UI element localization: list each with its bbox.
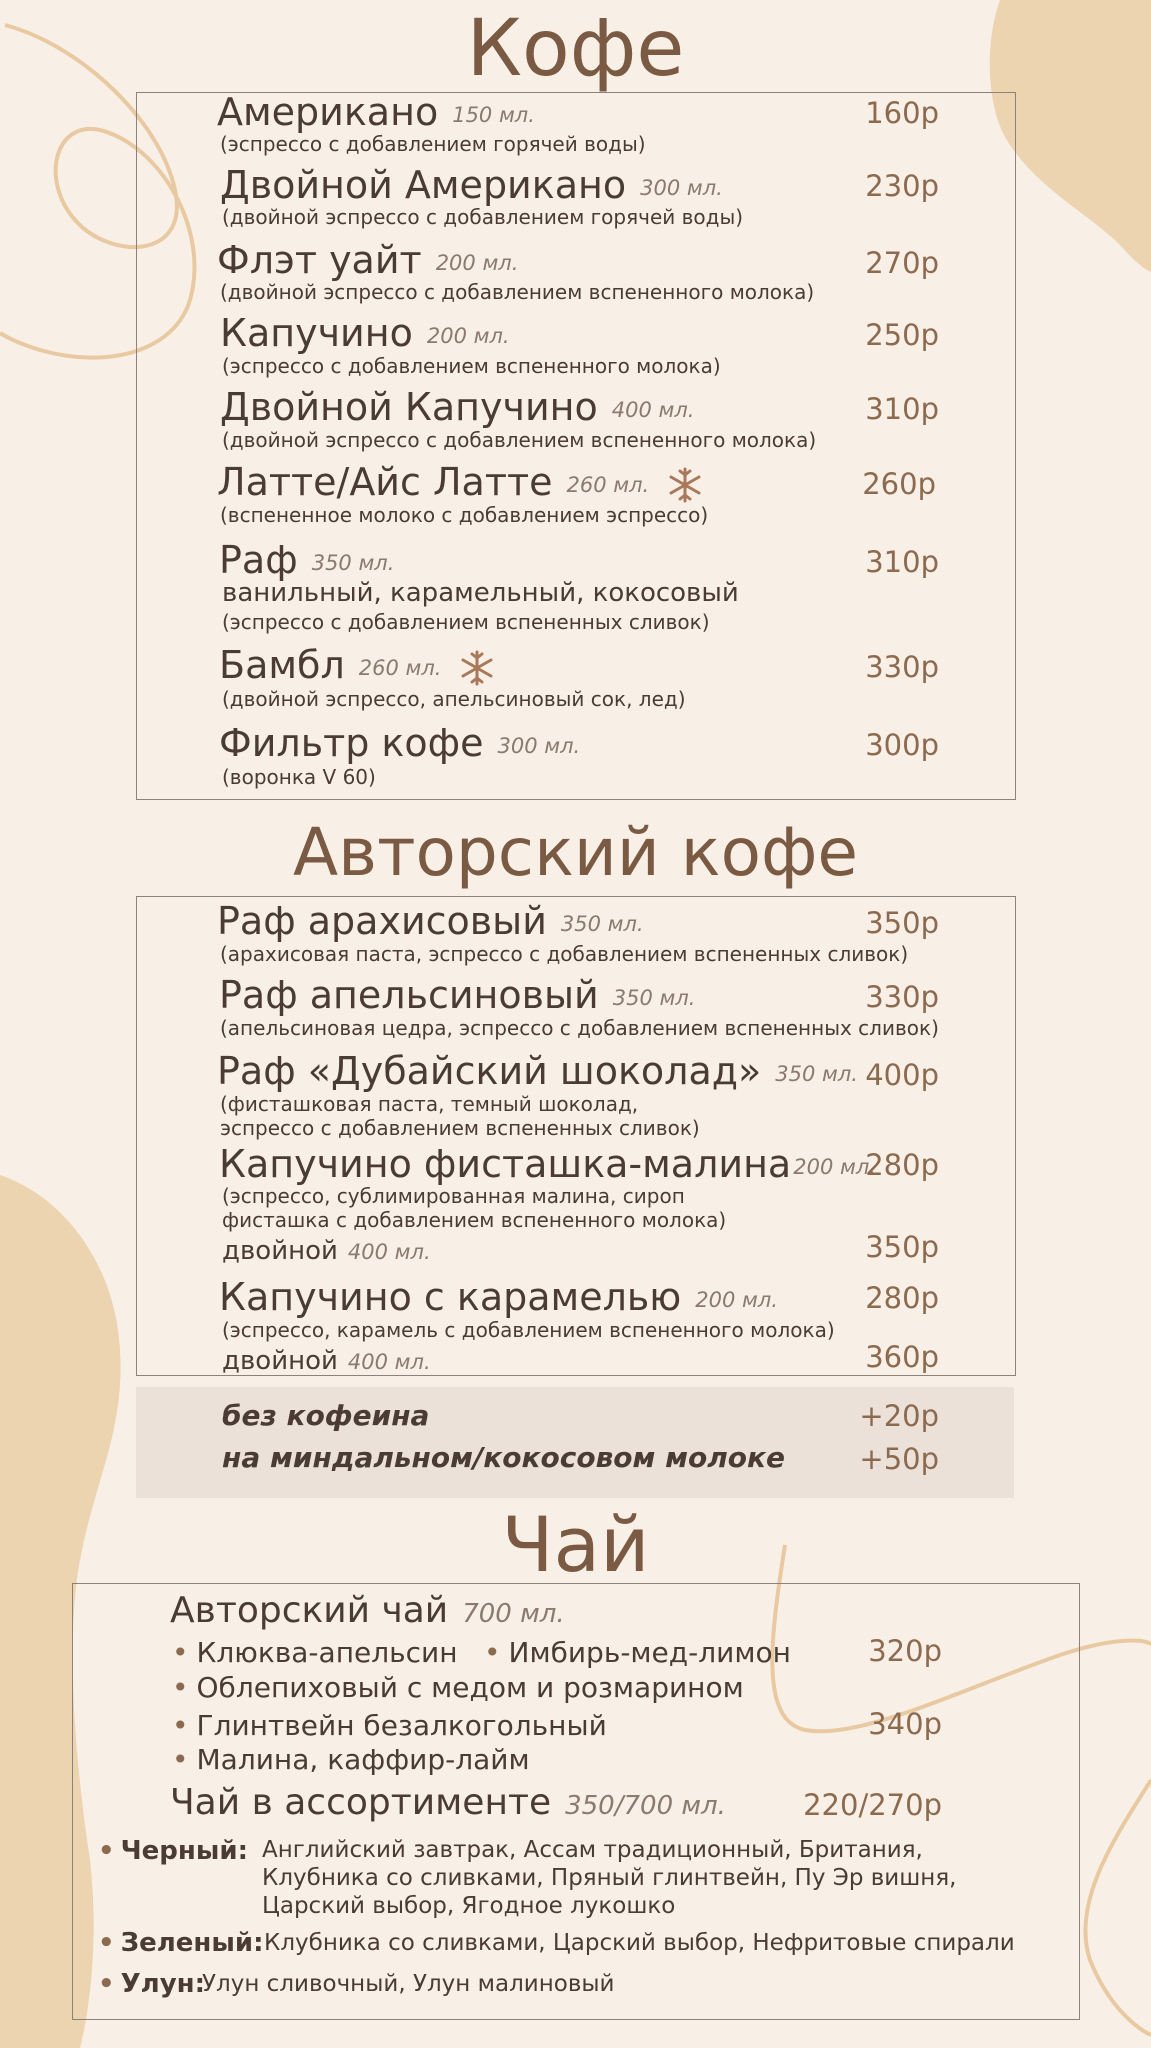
menu-item-double: двойной 400 мл. — [222, 1346, 431, 1376]
author-tea-title: Авторский чай 700 мл. — [170, 1590, 565, 1631]
tea-category-line: Клубника со сливками, Царский выбор, Нефритовые спирали — [264, 1930, 1015, 1956]
tea-price: 340р — [868, 1707, 942, 1741]
menu-item-price: 350р — [865, 906, 939, 940]
menu-item-desc: эспрессо с добавлением вспененных сливок) — [220, 1116, 700, 1140]
tea-list-item: • Облепиховый с медом и розмарином — [172, 1671, 744, 1704]
menu-item-desc: (эспрессо, карамель с добавлением вспененного молока) — [222, 1318, 835, 1342]
tea-category-line: Царский выбор, Ягодное лукошко — [262, 1893, 676, 1919]
coffee-section-title: Кофе — [466, 4, 685, 94]
menu-item-price: 250р — [865, 318, 939, 352]
menu-item-name: Американо 150 мл. — [217, 90, 535, 134]
menu-item-desc: (эспрессо с добавлением вспененных сливок) — [222, 610, 710, 634]
extra-option-label: без кофеина — [222, 1399, 430, 1432]
menu-item-price: 350р — [865, 1230, 939, 1264]
tea-category-line: Улун сливочный, Улун малиновый — [202, 1971, 615, 1997]
menu-item-name: Бамбл 260 мл. — [219, 643, 495, 687]
tea-category-label: • Зеленый: — [98, 1928, 264, 1958]
extra-option-price: +20р — [859, 1399, 939, 1433]
tea-list-item: • Имбирь-мед-лимон — [484, 1636, 791, 1669]
menu-item-desc: (воронка V 60) — [222, 765, 376, 789]
tea-section-title: Чай — [501, 1500, 650, 1589]
tea-assortment-price: 220/270р — [803, 1788, 942, 1822]
tea-category-line: Английский завтрак, Ассам традиционный, Британия, — [262, 1837, 923, 1863]
menu-item-desc: (эспрессо с добавлением горячей воды) — [220, 132, 646, 156]
menu-item-desc: (двойной эспрессо, апельсиновый сок, лед) — [222, 687, 686, 711]
menu-item-name: Флэт уайт 200 мл. — [217, 238, 519, 282]
menu-item-desc: (двойной эспрессо с добавлением вспененного молока) — [222, 428, 817, 452]
menu-item-name: Раф арахисовый 350 мл. — [217, 899, 644, 943]
menu-item-name: Латте/Айс Латте 260 мл. — [217, 460, 703, 504]
tea-category-line: Клубника со сливками, Пряный глинтвейн, Пу Эр вишня, — [262, 1865, 957, 1891]
menu-item-price: 360р — [865, 1340, 939, 1374]
menu-item-name: Капучино с карамелью 200 мл. — [219, 1275, 778, 1319]
extra-option-price: +50р — [859, 1442, 939, 1476]
menu-item-double: двойной 400 мл. — [222, 1236, 431, 1266]
extra-option-label: на миндальном/кокосовом молоке — [222, 1441, 786, 1474]
menu-item-price: 330р — [865, 650, 939, 684]
menu-item-desc: (эспрессо, сублимированная малина, сироп — [222, 1184, 685, 1208]
snowflake-icon — [667, 467, 703, 503]
menu-item-flavors: ванильный, карамельный, кокосовый — [222, 578, 739, 608]
menu-item-desc: (вспененное молоко с добавлением эспрессо) — [220, 503, 709, 527]
tea-price: 320р — [868, 1634, 942, 1668]
menu-item-desc: (эспрессо с добавлением вспененного молока) — [222, 354, 721, 378]
tea-category-list — [264, 1929, 1015, 1957]
menu-item-name: Капучино фисташка-малина200 мл. — [219, 1142, 876, 1186]
menu-item-price: 280р — [865, 1281, 939, 1315]
menu-item-price: 300р — [865, 728, 939, 762]
menu-item-price: 160р — [865, 96, 939, 130]
menu-item-price: 310р — [865, 545, 939, 579]
tea-category-label: • Улун: — [98, 1969, 205, 1999]
menu-item-desc: (апельсиновая цедра, эспрессо с добавлением вспененных сливок) — [220, 1016, 939, 1040]
tea-list-item: • Малина, каффир-лайм — [172, 1743, 530, 1776]
tea-list-item: • Глинтвейн безалкогольный — [172, 1709, 607, 1742]
menu-item-price: 330р — [865, 980, 939, 1014]
menu-item-price: 270р — [865, 246, 939, 280]
menu-item-desc: (арахисовая паста, эспрессо с добавлением вспененных сливок) — [220, 942, 909, 966]
tea-category-label: • Черный: — [98, 1836, 248, 1866]
menu-item-name: Раф «Дубайский шоколад» 350 мл. — [217, 1049, 858, 1093]
menu-item-name: Двойной Американо 300 мл. — [220, 163, 723, 207]
author-coffee-section-title: Авторский кофе — [293, 814, 858, 891]
tea-category-list — [202, 1970, 615, 1998]
snowflake-icon — [459, 650, 495, 686]
menu-item-price: 230р — [865, 169, 939, 203]
menu-item-price: 400р — [865, 1058, 939, 1092]
menu-item-name: Капучино 200 мл. — [220, 311, 510, 355]
menu-item-desc: (двойной эспрессо с добавлением горячей воды) — [222, 205, 744, 229]
tea-category-list — [262, 1836, 956, 1920]
tea-assortment-title: Чай в ассортименте 350/700 мл. — [170, 1782, 726, 1823]
menu-item-name: Двойной Капучино 400 мл. — [220, 385, 695, 429]
menu-item-price: 310р — [865, 392, 939, 426]
menu-item-desc: фисташка с добавлением вспененного молока) — [222, 1208, 727, 1232]
menu-item-price: 260р — [862, 467, 936, 501]
tea-list-item: • Клюква-апельсин — [172, 1636, 458, 1669]
menu-item-name: Раф апельсиновый 350 мл. — [219, 973, 696, 1017]
menu-item-desc: (двойной эспрессо с добавлением вспененного молока) — [220, 280, 815, 304]
menu-item-name: Фильтр кофе 300 мл. — [219, 721, 581, 765]
menu-item-price: 280р — [865, 1148, 939, 1182]
menu-item-name: Раф 350 мл. — [219, 538, 395, 582]
menu-item-desc: (фисташковая паста, темный шоколад, — [220, 1092, 639, 1116]
